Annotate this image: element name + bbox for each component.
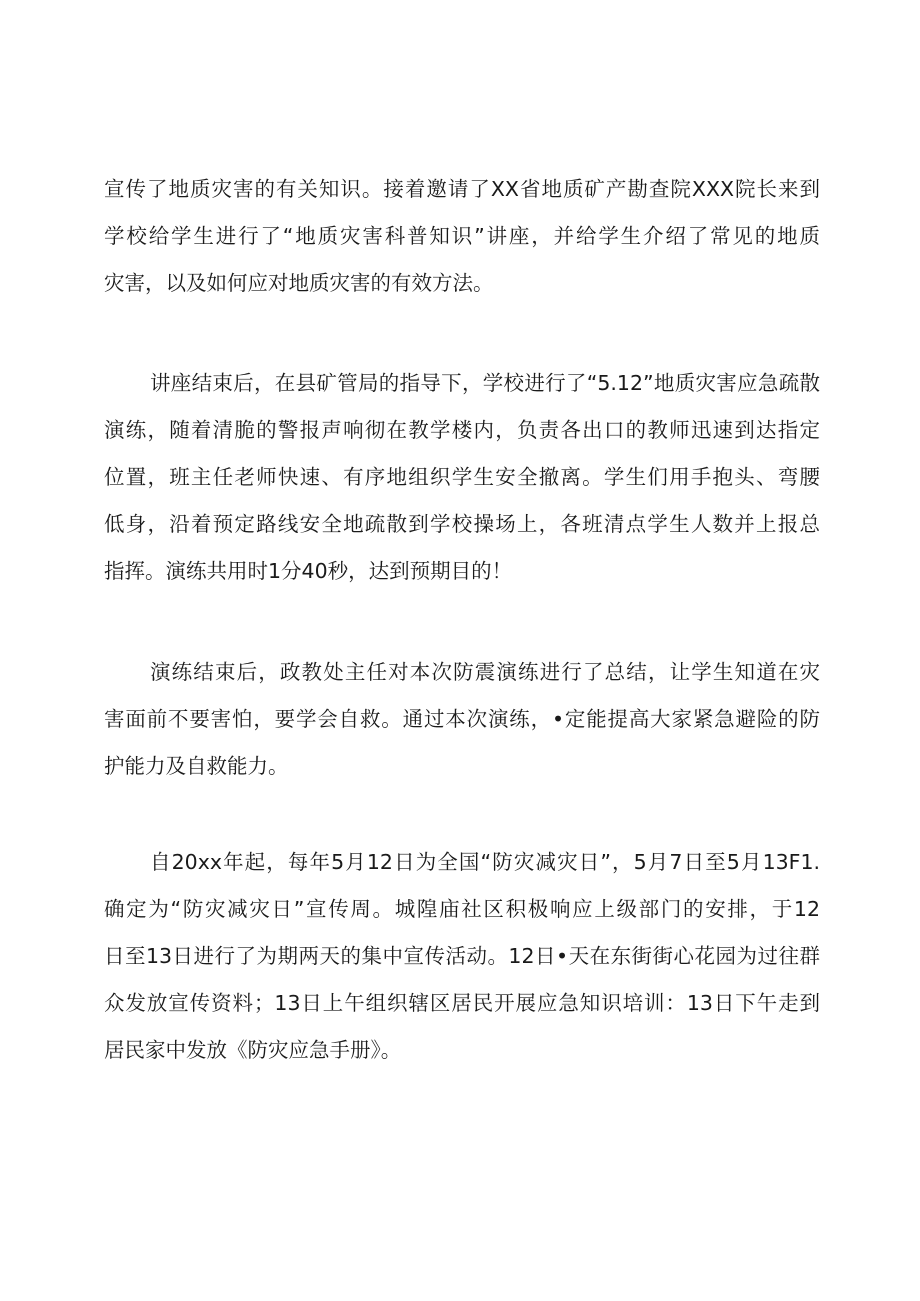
text-line: 护能力及自救能力。 xyxy=(104,754,289,778)
text-line: 讲座结束后，在县矿管局的指导下，学校进行了“5.12”地质灾害应急疏散 xyxy=(150,371,820,395)
text-line: 确定为“防灾减灾日”宣传周。城隍庙社区积极响应上级部门的安排，于12 xyxy=(104,897,820,921)
text-line: 指挥。演练共用时1分40秒，达到预期目的！ xyxy=(104,559,513,583)
text-line: 灾害，以及如何应对地质灾害的有效方法。 xyxy=(104,271,494,295)
text-line: 居民家中发放《防灾应急手册》。 xyxy=(104,1038,402,1062)
text-line: 日至13日进行了为期两天的集中宣传活动。12日•天在东街街心花园为过往群 xyxy=(104,944,820,968)
text-line: 演练，随着清脆的警报声响彻在教学楼内，负责各出口的教师迅速到达指定 xyxy=(104,418,820,442)
text-line: 演练结束后，政教处主任对本次防震演练进行了总结，让学生知道在灾 xyxy=(150,660,820,684)
text-line: 低身，沿着预定路线安全地疏散到学校操场上，各班清点学生人数并上报总 xyxy=(104,512,820,536)
paragraph-disaster-prevention-day xyxy=(104,839,820,1074)
paragraph-drill-summary xyxy=(104,649,820,790)
text-line: 众发放宣传资料；13日上午组织辖区居民开展应急知识培训：13日下午走到 xyxy=(104,991,820,1015)
text-line: 宣传了地质灾害的有关知识。接着邀请了XX省地质矿产勘查院XXX院长来到 xyxy=(104,177,820,201)
text-line: 学校给学生进行了“地质灾害科普知识”讲座，并给学生介绍了常见的地质 xyxy=(104,224,820,248)
text-line: 位置，班主任老师快速、有序地组织学生安全撤离。学生们用手抱头、弯腰 xyxy=(104,465,820,489)
paragraph-evacuation-drill xyxy=(104,360,820,595)
text-line: 害面前不要害怕，要学会自救。通过本次演练，•定能提高大家紧急避险的防 xyxy=(104,707,820,731)
paragraph-geology-knowledge xyxy=(104,166,820,307)
text-line: 自20xx年起，每年5月12日为全国“防灾减灾日”，5月7日至5月13F1. xyxy=(150,850,820,874)
